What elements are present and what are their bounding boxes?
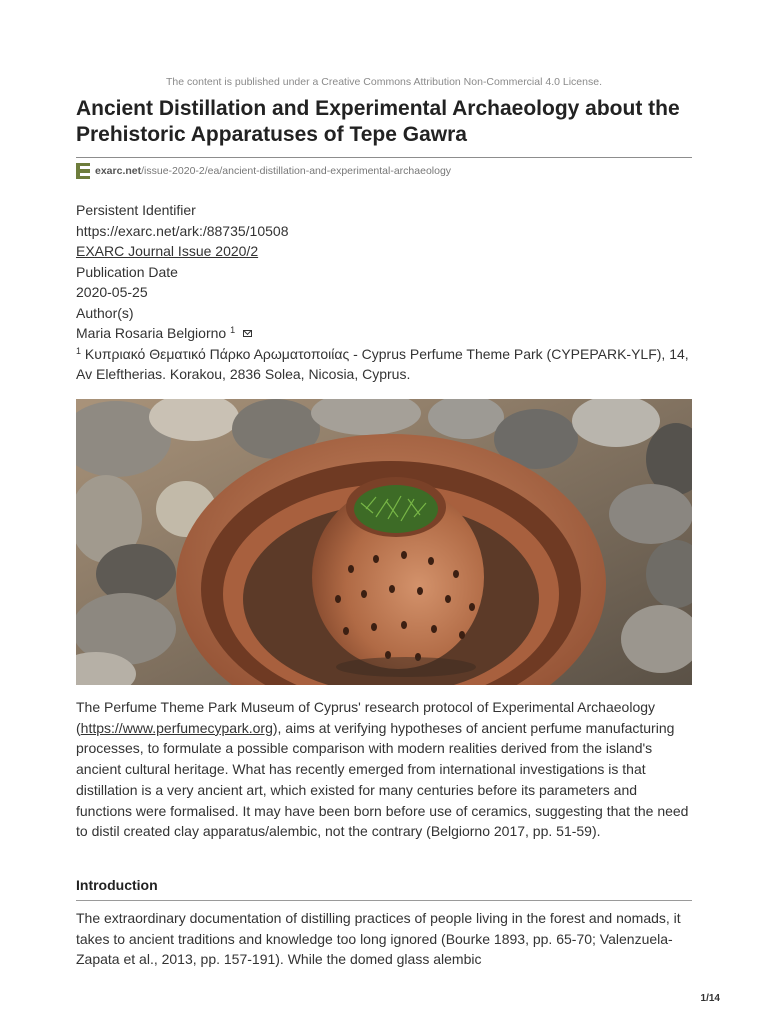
pid-value: https://exarc.net/ark:/88735/10508 <box>76 222 289 239</box>
affiliation-text: Κυπριακό Θεματικό Πάρκο Αρωματοποιίας - Cyprus Perfume Theme Park (CYPEPARK-YLF), 14, Av Eleftherias. Korakou, 2836 Solea, Nicosia, Cyprus. <box>76 345 689 382</box>
pid-label: Persistent Identifier <box>76 202 196 218</box>
authors-label: Author(s) <box>76 304 134 321</box>
license-notice: The content is published under a Creative Commons Attribution Non-Commercial 4.0 License. <box>166 76 602 88</box>
publication-date-label: Publication Date <box>76 263 178 280</box>
page-number: 1/14 <box>700 993 720 1004</box>
exarc-logo-icon <box>76 163 90 179</box>
publication-date-value: 2020-05-25 <box>76 284 148 300</box>
affiliation-marker: 1 <box>76 345 82 356</box>
title-divider <box>76 157 692 158</box>
author-name: Maria Rosaria Belgiorno <box>76 325 227 341</box>
source-path: /issue-2020-2/ea/ancient-distillation-and-experimental-archaeology <box>141 165 452 177</box>
affiliation <box>76 344 696 385</box>
source-link[interactable] <box>76 162 451 180</box>
article-metadata <box>76 200 696 385</box>
source-domain: exarc.net <box>95 165 142 177</box>
introduction-paragraph: The extraordinary documentation of distilling practices of people living in the forest and nomads, it takes to ancient traditions and knowledge too long ignored (Bourke 1893, pp. 65-70; Valenzuela-Zapata et al., 2013, pp. 157-191). While the domed glass alembic <box>76 910 681 968</box>
abstract-paragraph <box>76 697 696 842</box>
abstract-text-before-link: The Perfume Theme Park Museum of Cyprus' research protocol of Experimental Archaeology ( <box>76 699 656 736</box>
author-affiliation-marker: 1 <box>230 325 236 335</box>
section-divider <box>76 900 692 901</box>
abstract-text-after-link: ), aims at verifying hypotheses of ancient perfume manufacturing processes, to formulate a possible comparison with modern realities derived from the island's ancient cultural heritage. What has recently emerged from international investigations is that distillation is a very ancient art, which existed for many centuries before its parameters and functions were formalised. It may have been born before use of ceramics, suggesting that the need to distil created clay apparatus/alembic, not the contrary (Belgiorno 2017, pp. 51-59). <box>76 719 689 840</box>
perfume-park-link[interactable]: https://www.perfumecypark.org <box>80 719 273 736</box>
section-heading: Introduction <box>76 877 158 893</box>
author-entry <box>76 323 696 344</box>
article-title: Ancient Distillation and Experimental Archaeology about the Prehistoric Apparatuses of Tepe Gawra <box>76 97 680 146</box>
email-icon[interactable] <box>243 330 252 337</box>
article-photo-clay-alembic <box>76 399 692 685</box>
journal-issue-link[interactable]: EXARC Journal Issue 2020/2 <box>76 243 259 259</box>
